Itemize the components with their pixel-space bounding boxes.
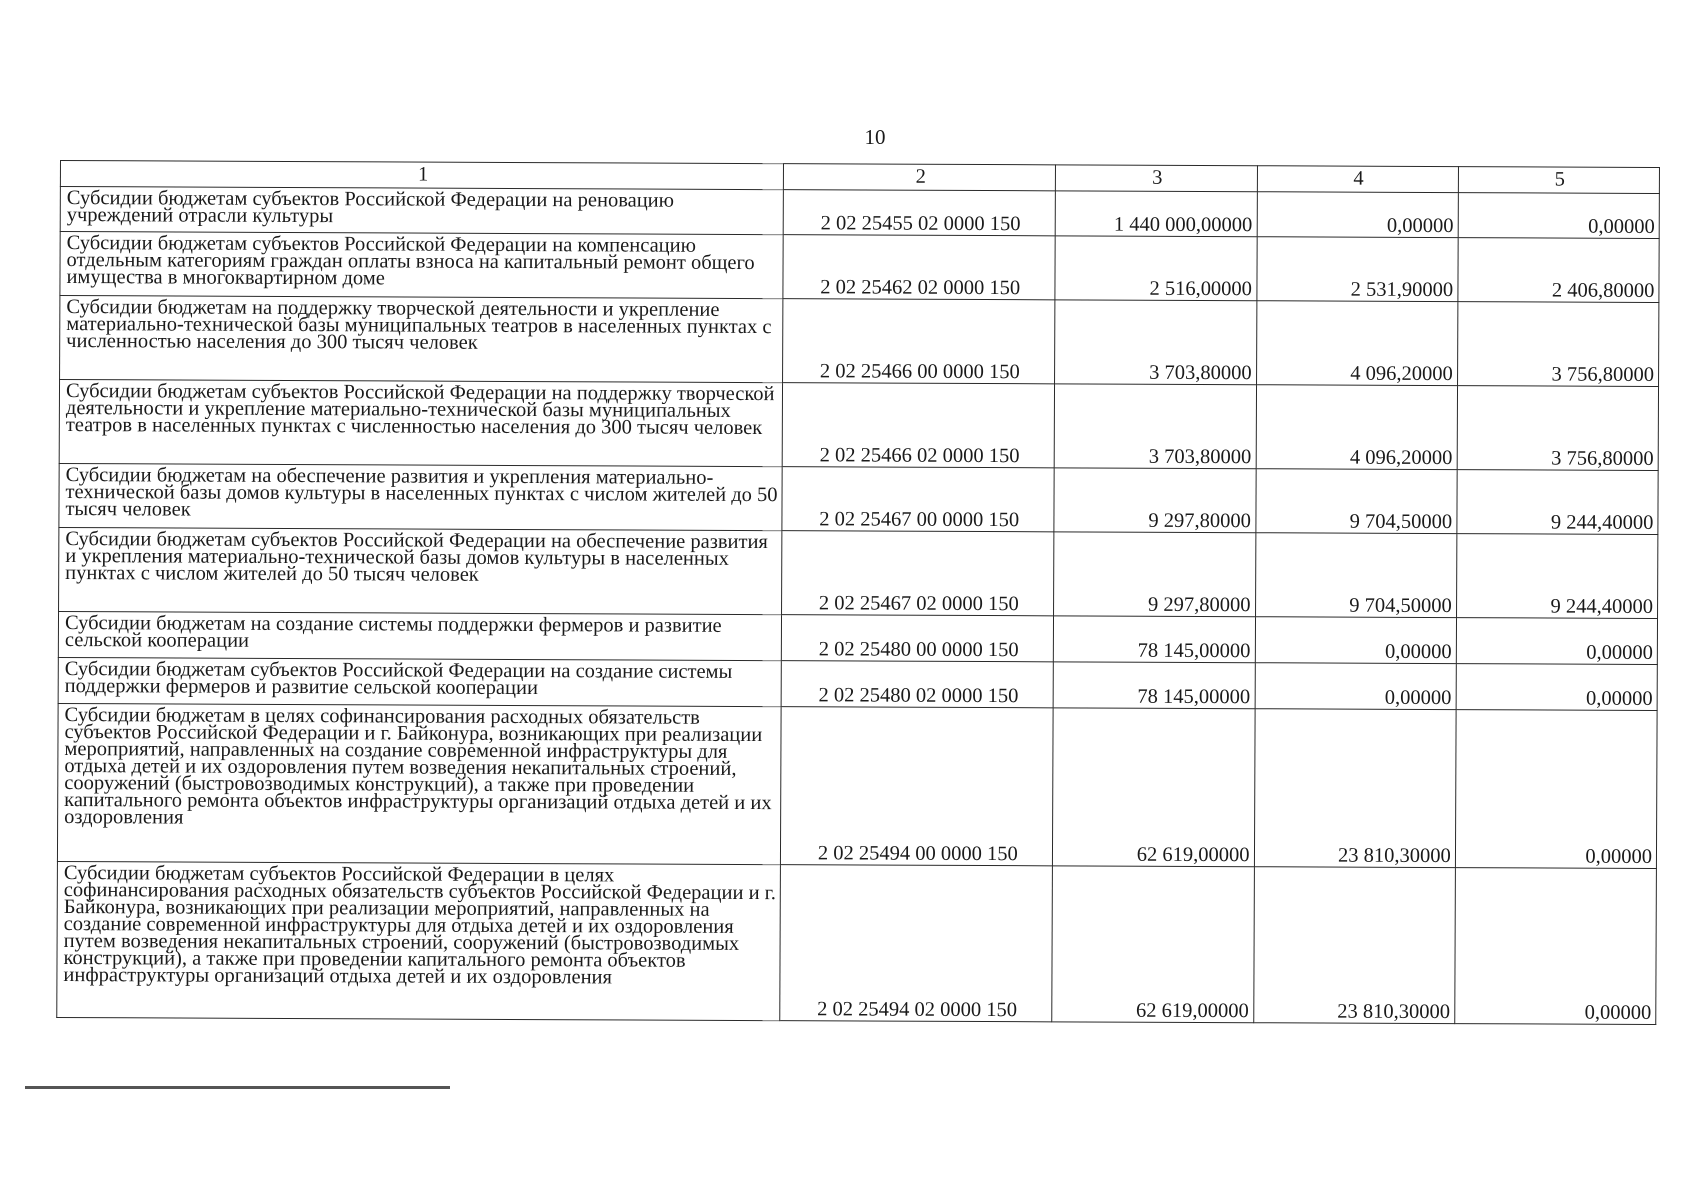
table-row — [60, 296, 1659, 387]
row-value-col5: 0,00000 — [1458, 193, 1659, 239]
row-value-col5: 9 244,40000 — [1457, 470, 1659, 535]
row-budget-code: 2 02 25466 02 0000 150 — [783, 383, 1055, 468]
table-row — [60, 232, 1659, 303]
row-value-col3: 9 297,80000 — [1054, 532, 1256, 617]
row-budget-code: 2 02 25494 02 0000 150 — [780, 865, 1053, 1022]
row-budget-code: 2 02 25480 00 0000 150 — [782, 615, 1054, 662]
row-value-col3: 9 297,80000 — [1054, 468, 1256, 533]
row-budget-code: 2 02 25467 00 0000 150 — [782, 467, 1054, 532]
row-value-col4: 4 096,20000 — [1256, 301, 1458, 386]
row-budget-code: 2 02 25494 00 0000 150 — [781, 707, 1054, 866]
row-value-col4: 0,00000 — [1255, 663, 1456, 710]
row-value-col5: 9 244,40000 — [1456, 534, 1658, 619]
row-value-col5: 3 756,80000 — [1457, 302, 1659, 387]
row-value-col5: 0,00000 — [1454, 868, 1656, 1025]
row-value-col4: 23 810,30000 — [1254, 709, 1456, 868]
row-value-col3: 3 703,80000 — [1055, 300, 1257, 385]
row-description: Субсидии бюджетам субъектов Российской Федерации на обеспечение развития и укрепления материально-технической базы домов культуры в населенных пунктах с числом жителей до 50 тысяч человек — [59, 527, 783, 614]
row-value-col5: 2 406,80000 — [1458, 238, 1660, 303]
row-value-col5: 0,00000 — [1455, 710, 1657, 869]
table-row — [57, 703, 1657, 868]
row-description: Субсидии бюджетам субъектов Российской Федерации на компенсацию отдельным категориям граждан оплаты взноса на капитальный ремонт общего имущества в многоквартирном доме — [60, 232, 784, 299]
row-value-col5: 0,00000 — [1456, 618, 1657, 665]
table-row — [60, 187, 1659, 239]
column-header-2: 2 — [784, 164, 1056, 191]
footer-rule — [25, 1086, 450, 1089]
row-value-col4: 4 096,20000 — [1256, 385, 1458, 470]
row-description: Субсидии бюджетам на создание системы поддержки фермеров и развитие сельской кооперации — [58, 611, 782, 660]
row-description: Субсидии бюджетам субъектов Российской Федерации в целях софинансирования расходных обязательств субъектов Российской Федерации и г. Байконура, возникающих при реализации мероприятий, направленных на создание современной инфраструктуры для отдыха детей и их оздоровления путем возведения некапитальных строений, сооружений (быстровозводимых конструкций), а также при проведении капитального ремонта объектов инфраструктуры организаций отдыха детей и их оздоровления — [57, 861, 781, 1020]
row-description: Субсидии бюджетам на поддержку творческой деятельности и укрепление материально-технической базы муниципальных театров в населенных пунктах с численностью населения до 300 тысяч человек — [60, 296, 784, 383]
row-value-col3: 1 440 000,00000 — [1055, 191, 1256, 237]
column-header-5: 5 — [1458, 167, 1659, 194]
row-value-col4: 2 531,90000 — [1256, 237, 1458, 302]
row-value-col4: 23 810,30000 — [1253, 867, 1455, 1024]
column-header-3: 3 — [1056, 165, 1257, 192]
page-number: 10 — [864, 125, 886, 149]
row-value-col4: 0,00000 — [1257, 192, 1458, 238]
row-description: Субсидии бюджетам субъектов Российской Федерации на поддержку творческой деятельности и укрепление материально-технической базы муниципальных театров в населенных пунктах с численностью населения до 300 тысяч человек — [59, 380, 783, 467]
row-value-col4: 9 704,50000 — [1255, 533, 1457, 618]
row-value-col3: 62 619,00000 — [1052, 866, 1254, 1023]
row-budget-code: 2 02 25466 00 0000 150 — [783, 299, 1055, 384]
row-description: Субсидии бюджетам в целях софинансирования расходных обязательств субъектов Российской Федерации и г. Байконура, возникающих при реализации мероприятий, направленных на создание современной инфраструктуры для отдыха детей и их оздоровления путем возведения некапитальных строений, сооружений (быстровозводимых конструкций), а также при проведении капитального ремонта объектов инфраструктуры организаций отдыха детей и их оздоровления — [57, 703, 781, 864]
row-value-col4: 0,00000 — [1255, 617, 1456, 664]
row-budget-code: 2 02 25480 02 0000 150 — [781, 661, 1053, 708]
table-row — [58, 657, 1657, 710]
budget-table — [56, 160, 1660, 1025]
row-value-col5: 0,00000 — [1456, 664, 1657, 711]
table-row — [59, 463, 1658, 534]
column-header-1: 1 — [60, 161, 783, 190]
table-row — [57, 861, 1657, 1024]
table-row — [59, 380, 1658, 471]
column-header-4: 4 — [1257, 166, 1458, 193]
row-value-col3: 2 516,00000 — [1055, 236, 1257, 301]
row-description: Субсидии бюджетам на обеспечение развития и укрепления материально-технической базы домов культуры в населенных пунктах с числом жителей до 50 тысяч человек — [59, 463, 783, 530]
row-value-col3: 62 619,00000 — [1053, 708, 1255, 867]
row-value-col5: 3 756,80000 — [1457, 386, 1659, 471]
row-description: Субсидии бюджетам субъектов Российской Федерации на реновацию учреждений отрасли культуры — [60, 187, 784, 235]
row-budget-code: 2 02 25455 02 0000 150 — [784, 190, 1056, 236]
row-value-col3: 78 145,00000 — [1054, 616, 1255, 663]
row-value-col3: 78 145,00000 — [1053, 662, 1254, 709]
row-budget-code: 2 02 25467 02 0000 150 — [782, 531, 1054, 616]
row-budget-code: 2 02 25462 02 0000 150 — [783, 235, 1055, 300]
table-row — [59, 527, 1658, 618]
row-value-col3: 3 703,80000 — [1054, 384, 1256, 469]
table-row — [58, 611, 1657, 664]
row-description: Субсидии бюджетам субъектов Российской Федерации на создание системы поддержки фермеров и развитие сельской кооперации — [58, 657, 782, 706]
row-value-col4: 9 704,50000 — [1255, 469, 1457, 534]
